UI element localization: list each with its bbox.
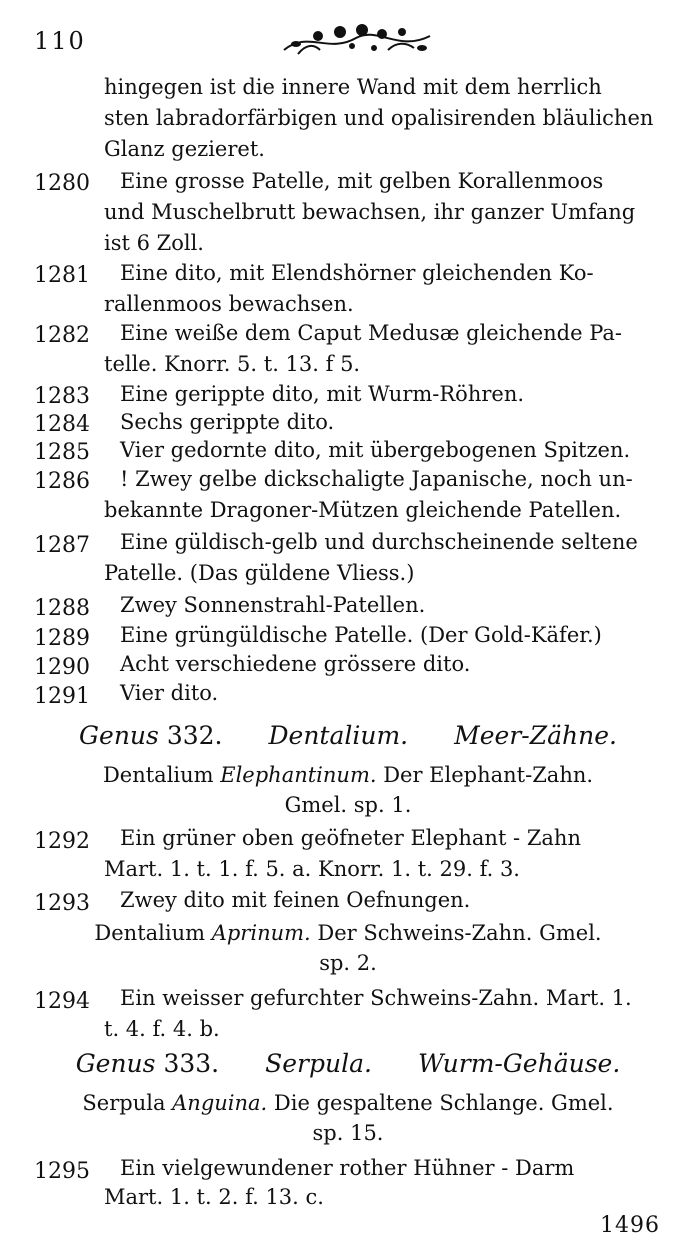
entry-text: Eine grosse Patelle, mit gelben Korallenmoos [120,169,604,193]
entry-text: ist 6 Zoll. [104,231,204,255]
genus-heading [0,1048,696,1079]
entry-number: 1280 [34,171,90,196]
genus-german-name: Wurm-Gehäuse. [417,1049,621,1078]
species-reference: sp. 2. [319,951,377,975]
catchword: 1496 [600,1213,660,1238]
entry-text: Eine weiße dem Caput Medusæ gleichende Pa- [120,321,623,345]
entry-number: 1289 [34,626,90,651]
entry-text: ! Zwey gelbe dickschaligte Japanische, noch un- [120,467,633,491]
entry-number: 1295 [34,1159,90,1184]
entry-number: 1292 [34,829,90,854]
species-epithet: Aprinum. [211,921,311,945]
genus-number: 332. [166,721,223,750]
species-common-name: Der Elephant-Zahn. [376,763,594,787]
genus-german-name: Meer-Zähne. [454,721,617,750]
text-line: Glanz gezieret. [104,137,265,161]
entry-text: Eine güldisch-gelb und durchscheinende seltene [120,530,638,554]
species-line [0,1088,696,1119]
entry-text: Ein weisser gefurchter Schweins-Zahn. Mart. 1. [120,986,632,1010]
genus-label: Genus [79,721,159,750]
entry-text: Mart. 1. t. 2. f. 13. c. [104,1185,324,1209]
entry-text: und Muschelbrutt bewachsen, ihr ganzer Umfang [104,200,636,224]
species-line [0,760,696,791]
entry-number: 1293 [34,891,90,916]
entry-text: bekannte Dragoner-Mützen gleichende Patellen. [104,498,622,522]
entry-text: Eine gerippte dito, mit Wurm-Röhren. [120,382,525,406]
species-genus: Serpula [82,1091,173,1115]
genus-latin-name: Serpula. [265,1049,372,1078]
entry-text: Zwey Sonnenstrahl-Patellen. [120,593,426,617]
entry-number: 1286 [34,469,90,494]
species-epithet: Anguina. [172,1091,268,1115]
entry-text: Vier gedornte dito, mit übergebogenen Spitzen. [120,438,631,462]
entry-number: 1288 [34,596,90,621]
entry-number: 1291 [34,684,90,709]
text-line: hingegen ist die innere Wand mit dem herrlich [104,75,602,99]
entry-text: telle. Knorr. 5. t. 13. f 5. [104,352,361,376]
entry-text: Ein grüner oben geöfneter Elephant - Zahn [120,826,581,850]
genus-latin-name: Dentalium. [268,721,409,750]
entry-number: 1294 [34,989,90,1014]
species-common-name: Der Schweins-Zahn. Gmel. [310,921,602,945]
entry-number: 1284 [34,412,90,437]
entry-text: Ein vielgewundener rother Hühner - Darm [120,1156,575,1180]
entry-text: Zwey dito mit feinen Oefnungen. [120,888,471,912]
entry-text: Patelle. (Das güldene Vliess.) [104,561,415,585]
species-epithet: Elephantinum. [220,763,377,787]
entry-text: t. 4. f. 4. b. [104,1017,220,1041]
entry-number: 1282 [34,323,90,348]
page-number: 110 [34,27,86,55]
entry-text: Eine dito, mit Elendshörner gleichenden Ko- [120,261,594,285]
entry-text: Mart. 1. t. 1. f. 5. a. Knorr. 1. t. 29. f. 3. [104,857,520,881]
entry-text: Vier dito. [120,681,219,705]
species-common-name: Die gespaltene Schlange. Gmel. [267,1091,614,1115]
genus-heading [0,720,696,751]
species-reference: sp. 15. [312,1121,384,1145]
species-reference: Gmel. sp. 1. [284,793,412,817]
species-genus: Dentalium [94,921,212,945]
entry-number: 1281 [34,263,90,288]
genus-label: Genus [75,1049,156,1078]
text-line: sten labradorfärbigen und opalisirenden bläulichen [104,106,654,130]
floral-vignette-icon [278,20,438,69]
entry-text: Acht verschiedene grössere dito. [120,652,471,676]
entry-number: 1285 [34,440,90,465]
entry-text: Sechs gerippte dito. [120,410,335,434]
entry-number: 1283 [34,384,90,409]
entry-text: Eine grüngüldische Patelle. (Der Gold-Käfer.) [120,623,602,647]
genus-number: 333. [163,1049,220,1078]
entry-number: 1287 [34,533,90,558]
entry-text: rallenmoos bewachsen. [104,292,354,316]
species-genus: Dentalium [102,763,221,787]
entry-number: 1290 [34,655,90,680]
species-line [0,918,696,949]
